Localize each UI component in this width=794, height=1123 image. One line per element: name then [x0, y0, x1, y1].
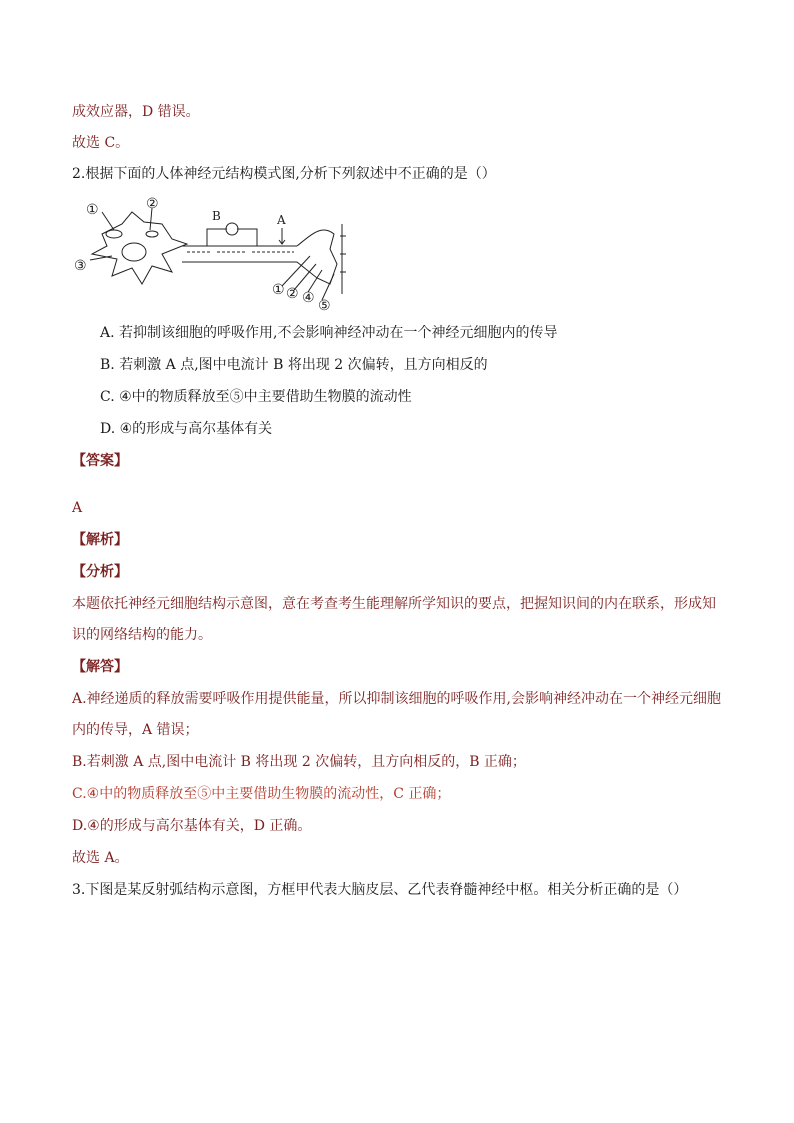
line-d-wrong: 成效应器，D 错误。 — [72, 104, 200, 120]
meter-b-wires — [207, 229, 257, 246]
label-r2: ② — [286, 286, 299, 302]
jieda-a-1: A.神经递质的释放需要呼吸作用提供能量，所以抑制该细胞的呼吸作用,会影响神经冲动在一个神经元细胞 — [72, 691, 722, 707]
leader-1 — [102, 212, 114, 230]
meter-b-dial — [226, 223, 238, 235]
neuron-structure-figure — [72, 194, 352, 314]
final-choice: 故选 A。 — [72, 850, 129, 866]
axon-terminal — [297, 230, 337, 284]
organelle-1 — [106, 230, 122, 238]
label-a: A — [277, 213, 286, 227]
arrow-a — [279, 228, 285, 244]
label-r4: ④ — [302, 290, 315, 306]
analysis-heading: 【解析】 — [72, 532, 128, 548]
leader-r5 — [322, 274, 334, 300]
label-1: ① — [86, 202, 99, 218]
jieda-a-2: 内的传导，A 错误； — [72, 722, 199, 738]
answer-value: A — [72, 500, 83, 516]
label-2: ② — [146, 196, 159, 212]
jieda-b: B.若刺激 A 点,图中电流计 B 将出现 2 次偏转，且方向相反的，B 正确； — [72, 754, 526, 770]
organelle-2 — [146, 231, 158, 237]
label-r5: ⑤ — [318, 298, 331, 314]
line-choose-c: 故选 C。 — [72, 135, 130, 151]
answer-heading: 【答案】 — [72, 453, 128, 469]
question-3: 3.下图是某反射弧结构示意图，方框甲代表大脑皮层、乙代表脊髓神经中枢。相关分析正确的是（） — [72, 882, 688, 898]
leader-3 — [90, 256, 112, 260]
cell-body-outline — [92, 212, 187, 284]
label-r1: ① — [272, 282, 285, 298]
jieda-heading: 【解答】 — [72, 659, 128, 675]
question-2: 2.根据下面的人体神经元结构模式图,分析下列叙述中不正确的是（） — [72, 166, 496, 182]
label-b: B — [212, 209, 221, 223]
option-d: D. ④的形成与高尔基体有关 — [100, 421, 273, 437]
leader-r4 — [308, 270, 322, 292]
synapse-mark-1 — [340, 236, 346, 272]
fenxi-text-1: 本题依托神经元细胞结构示意图，意在考查考生能理解所学知识的要点，把握知识间的内在联系，形成知 — [72, 596, 716, 612]
fenxi-heading: 【分析】 — [72, 564, 128, 580]
leader-r1 — [282, 256, 310, 286]
nucleus — [122, 243, 146, 261]
fenxi-text-2: 识的网络结构的能力。 — [72, 627, 212, 643]
jieda-c: C.④中的物质释放至⑤中主要借助生物膜的流动性，C 正确； — [72, 786, 451, 802]
option-c: C. ④中的物质释放至⑤中主要借助生物膜的流动性 — [100, 389, 412, 405]
option-b: B. 若刺激 A 点,图中电流计 B 将出现 2 次偏转，且方向相反的 — [100, 357, 488, 373]
label-3: ③ — [74, 258, 87, 274]
jieda-d: D.④的形成与高尔基体有关，D 正确。 — [72, 818, 312, 834]
option-a: A. 若抑制该细胞的呼吸作用,不会影响神经冲动在一个神经元细胞内的传导 — [100, 325, 558, 341]
